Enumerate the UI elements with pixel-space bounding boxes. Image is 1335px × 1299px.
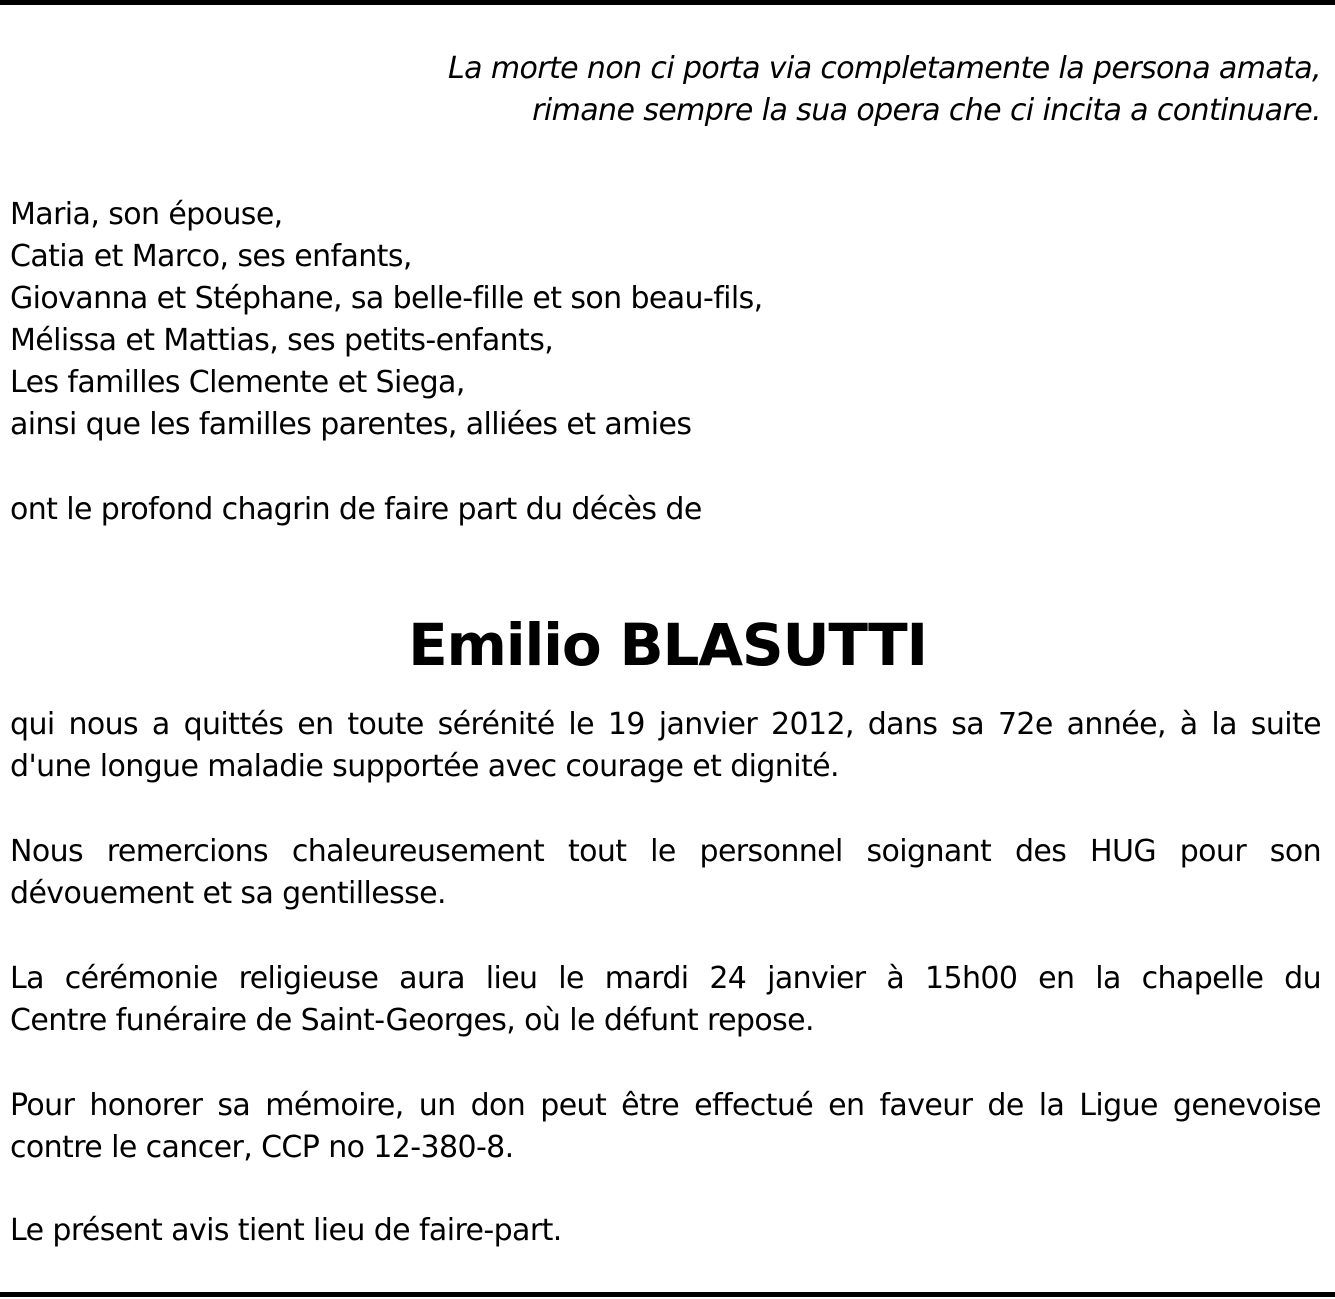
family-member: Catia et Marco, ses enfants, [10,239,412,274]
paragraph-donation [10,1085,1321,1169]
paragraph-line: Nous remercions chaleureusement tout le personnel soignant des HUG pour son [10,834,1321,869]
family-member: Les familles Clemente et Siega, [10,365,465,400]
paragraph-line: dévouement et sa gentillesse. [10,876,446,911]
family-member: ainsi que les familles parentes, alliées et amies [10,407,692,442]
paragraph-passing [10,704,1321,788]
announcement-text [10,489,1321,531]
closing-line: Le présent avis tient lieu de faire-part. [10,1213,562,1248]
epigraph-line: rimane sempre la sua opera che ci incita a continuare. [532,93,1321,128]
top-border-rule [0,0,1335,5]
paragraph-line: d'une longue maladie supportée avec courage et dignité. [10,749,839,784]
family-member: Maria, son épouse, [10,197,283,232]
paragraph-ceremony [10,958,1321,1042]
closing-note [10,1210,1321,1252]
family-member: Giovanna et Stéphane, sa belle-fille et son beau-fils, [10,281,763,316]
paragraph-line: La cérémonie religieuse aura lieu le mardi 24 janvier à 15h00 en la chapelle du [10,961,1321,996]
paragraph-line: contre le cancer, CCP no 12-380-8. [10,1130,514,1165]
epigraph-quote [10,48,1321,132]
bottom-border-rule [0,1292,1335,1297]
family-list [10,194,1321,446]
paragraph-line: qui nous a quittés en toute sérénité le 19 janvier 2012, dans sa 72e année, à la suite [10,707,1321,742]
paragraph-line: Centre funéraire de Saint-Georges, où le défunt repose. [10,1003,814,1038]
family-member: Mélissa et Mattias, ses petits-enfants, [10,323,554,358]
paragraph-thanks [10,831,1321,915]
deceased-name: Emilio BLASUTTI [408,611,927,679]
epigraph-line: La morte non ci porta via completamente la persona amata, [448,51,1321,86]
announcement-line: ont le profond chagrin de faire part du décès de [10,492,702,527]
paragraph-line: Pour honorer sa mémoire, un don peut être effectué en faveur de la Ligue genevoise [10,1088,1321,1123]
